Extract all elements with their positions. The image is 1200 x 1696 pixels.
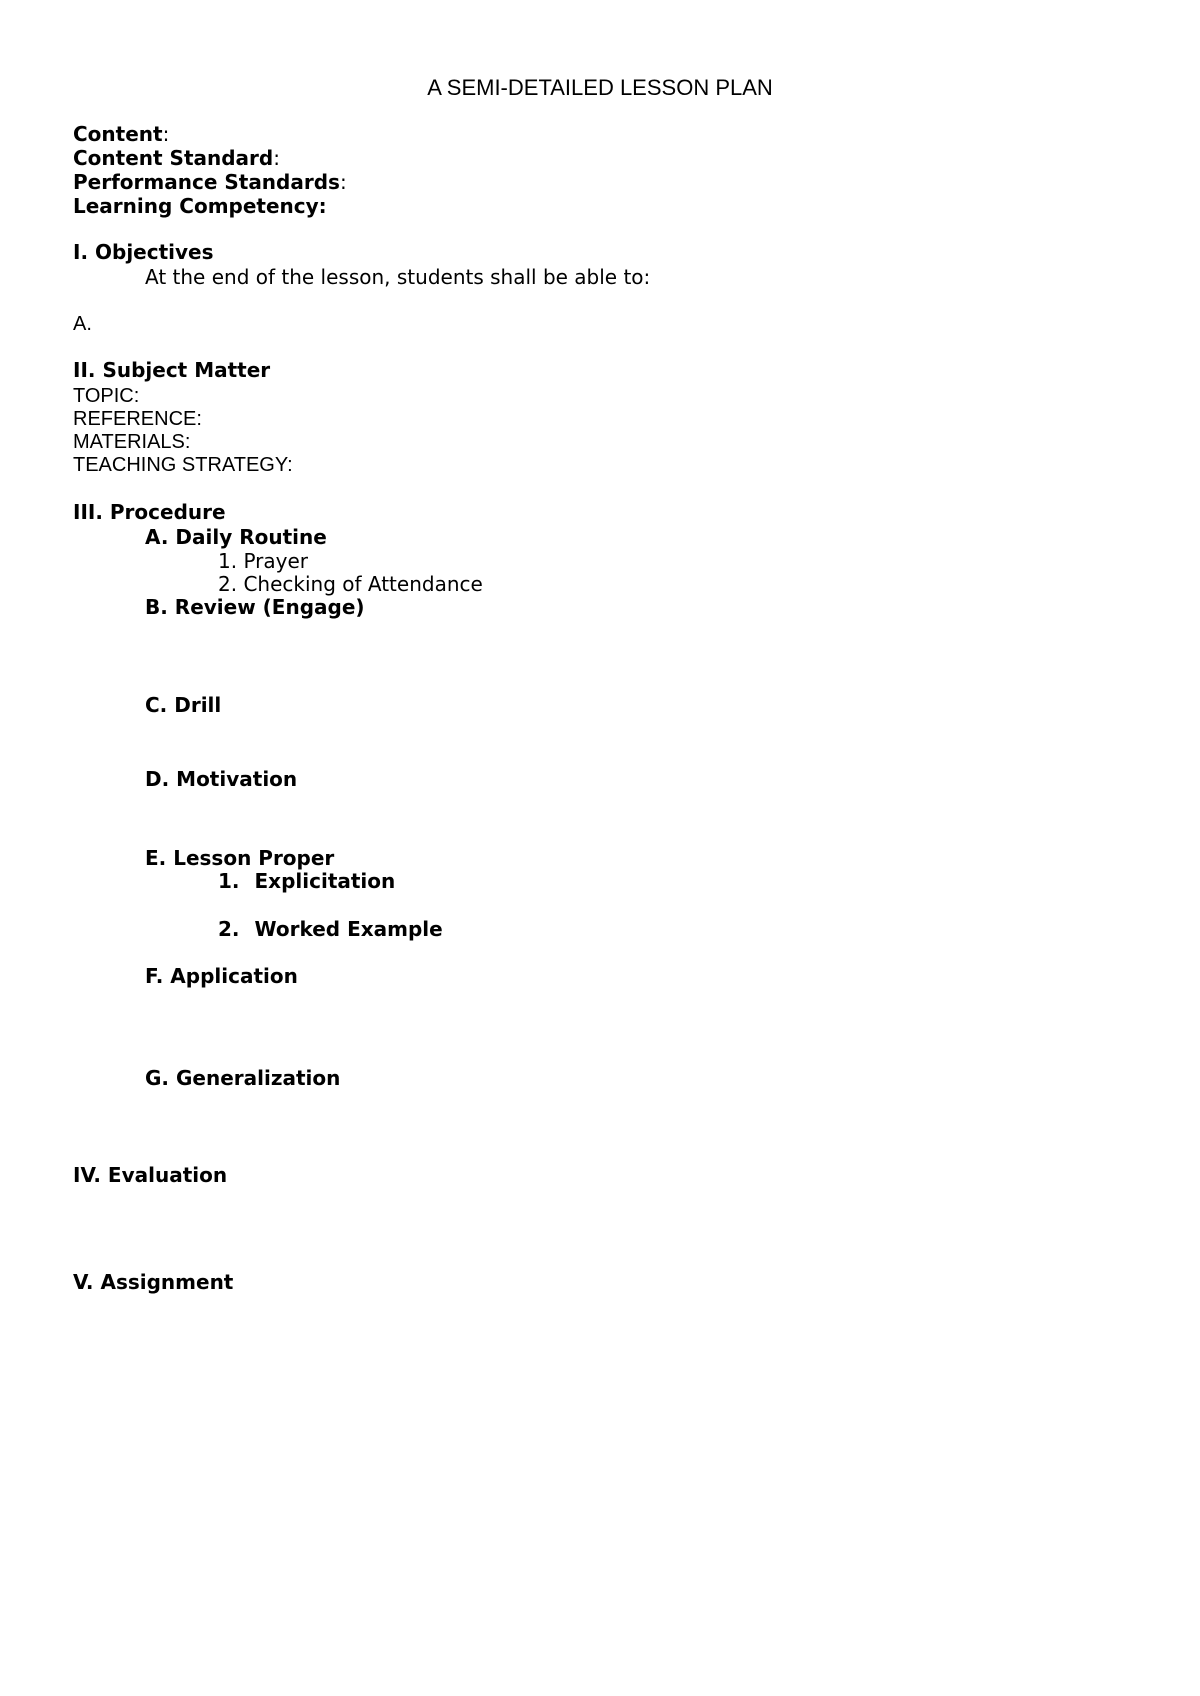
worked-example-number: 2. (218, 917, 240, 941)
drill-heading: C. Drill (145, 693, 222, 717)
explicitation-item (218, 869, 395, 893)
worked-example-item (218, 917, 443, 941)
evaluation-heading: IV. Evaluation (73, 1163, 228, 1187)
assignment-heading: V. Assignment (73, 1270, 234, 1294)
document-title: A SEMI-DETAILED LESSON PLAN (427, 75, 773, 100)
subject-matter-heading: II. Subject Matter (73, 358, 271, 382)
explicitation-number: 1. (218, 869, 240, 893)
reference-field: REFERENCE: (73, 408, 202, 430)
objectives-heading: I. Objectives (73, 240, 214, 264)
application-heading: F. Application (145, 964, 298, 988)
content-standard-field: Content Standard: (73, 146, 280, 170)
review-heading: B. Review (Engage) (145, 595, 365, 619)
explicitation-label: Explicitation (254, 869, 396, 893)
motivation-heading: D. Motivation (145, 767, 298, 791)
lesson-proper-heading: E. Lesson Proper (145, 846, 335, 870)
teaching-strategy-field: TEACHING STRATEGY: (73, 454, 293, 476)
objective-item-a: A. (73, 313, 92, 335)
performance-standards-field: Performance Standards: (73, 170, 347, 194)
prayer-item: 1. Prayer (218, 549, 308, 573)
procedure-heading: III. Procedure (73, 500, 226, 524)
content-field: Content: (73, 122, 170, 146)
topic-field: TOPIC: (73, 385, 140, 407)
daily-routine-heading: A. Daily Routine (145, 525, 327, 549)
generalization-heading: G. Generalization (145, 1066, 341, 1090)
learning-competency-field: Learning Competency: (73, 194, 327, 218)
objectives-intro: At the end of the lesson, students shall be able to: (145, 265, 651, 289)
worked-example-label: Worked Example (254, 917, 443, 941)
materials-field: MATERIALS: (73, 431, 191, 453)
attendance-item: 2. Checking of Attendance (218, 572, 483, 596)
